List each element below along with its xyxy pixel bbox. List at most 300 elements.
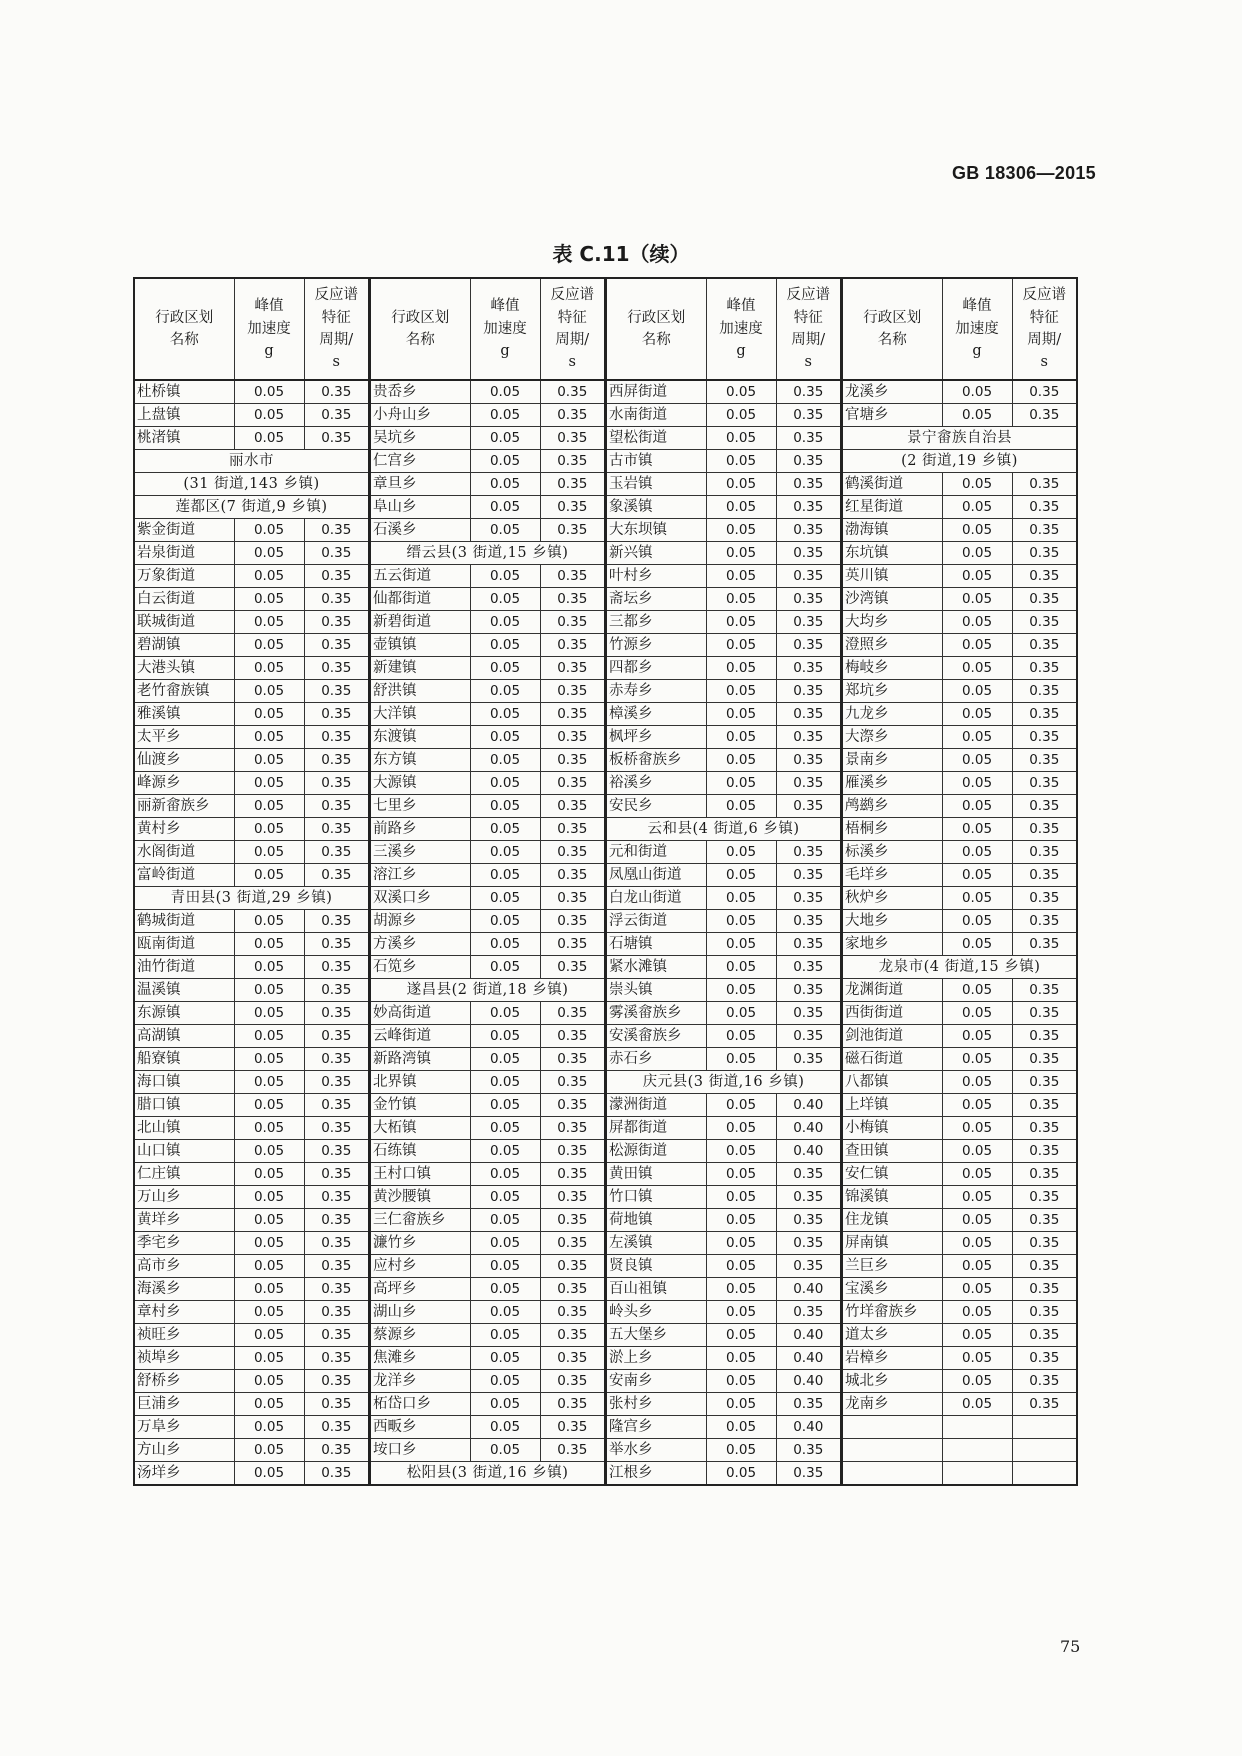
peak-acceleration: 0.05 bbox=[470, 1163, 540, 1186]
table-row bbox=[134, 565, 369, 588]
peak-acceleration: 0.05 bbox=[942, 1393, 1012, 1416]
peak-acceleration: 0.05 bbox=[942, 887, 1012, 910]
peak-acceleration: 0.05 bbox=[234, 772, 304, 795]
table-row bbox=[842, 1232, 1077, 1255]
division-name: 三溪乡 bbox=[370, 841, 470, 864]
characteristic-period: 0.40 bbox=[776, 1324, 841, 1347]
division-name: 海溪乡 bbox=[134, 1278, 234, 1301]
peak-acceleration: 0.05 bbox=[470, 519, 540, 542]
division-name: 祯埠乡 bbox=[134, 1347, 234, 1370]
characteristic-period: 0.35 bbox=[540, 380, 605, 404]
peak-acceleration: 0.05 bbox=[706, 380, 776, 404]
peak-acceleration: 0.05 bbox=[706, 427, 776, 450]
peak-acceleration: 0.05 bbox=[470, 749, 540, 772]
table-row bbox=[606, 772, 841, 795]
characteristic-period: 0.35 bbox=[304, 1416, 369, 1439]
characteristic-period: 0.35 bbox=[1012, 1048, 1077, 1071]
division-name: 剑池街道 bbox=[842, 1025, 942, 1048]
header-peak-acceleration: 峰值 加速度 g bbox=[470, 278, 540, 380]
characteristic-period: 0.35 bbox=[304, 1071, 369, 1094]
characteristic-period: 0.35 bbox=[540, 1393, 605, 1416]
peak-acceleration: 0.05 bbox=[706, 1324, 776, 1347]
characteristic-period: 0.35 bbox=[1012, 910, 1077, 933]
peak-acceleration: 0.05 bbox=[470, 1071, 540, 1094]
table-row bbox=[134, 680, 369, 703]
peak-acceleration: 0.05 bbox=[942, 1209, 1012, 1232]
division-name: 赤石乡 bbox=[606, 1048, 706, 1071]
table-row bbox=[842, 1324, 1077, 1347]
table-segment-4 bbox=[841, 277, 1078, 1486]
characteristic-period: 0.35 bbox=[540, 496, 605, 519]
division-name: 汤垟乡 bbox=[134, 1462, 234, 1486]
peak-acceleration: 0.05 bbox=[470, 680, 540, 703]
region-header-row bbox=[842, 427, 1077, 450]
table-row bbox=[370, 1048, 605, 1071]
table-row bbox=[370, 772, 605, 795]
division-name: 渤海镇 bbox=[842, 519, 942, 542]
division-name: 万象街道 bbox=[134, 565, 234, 588]
peak-acceleration: 0.05 bbox=[234, 657, 304, 680]
table-row bbox=[842, 703, 1077, 726]
peak-acceleration: 0.05 bbox=[470, 1002, 540, 1025]
peak-acceleration: 0.05 bbox=[234, 1094, 304, 1117]
peak-acceleration: 0.05 bbox=[234, 1163, 304, 1186]
header-division-name: 行政区划 名称 bbox=[134, 278, 234, 380]
division-name: 梧桐乡 bbox=[842, 818, 942, 841]
table-row bbox=[606, 1048, 841, 1071]
characteristic-period: 0.35 bbox=[776, 864, 841, 887]
table-row bbox=[606, 1255, 841, 1278]
division-name: 玉岩镇 bbox=[606, 473, 706, 496]
table-row bbox=[134, 1278, 369, 1301]
peak-acceleration: 0.05 bbox=[706, 519, 776, 542]
division-name: 石练镇 bbox=[370, 1140, 470, 1163]
peak-acceleration: 0.05 bbox=[706, 703, 776, 726]
peak-acceleration: 0.05 bbox=[234, 634, 304, 657]
table-row bbox=[606, 1347, 841, 1370]
characteristic-period: 0.35 bbox=[304, 1370, 369, 1393]
division-name: 叶村乡 bbox=[606, 565, 706, 588]
characteristic-period: 0.35 bbox=[304, 979, 369, 1002]
table-row bbox=[370, 1347, 605, 1370]
peak-acceleration: 0.05 bbox=[470, 1140, 540, 1163]
characteristic-period: 0.35 bbox=[1012, 1117, 1077, 1140]
table-row bbox=[606, 1416, 841, 1439]
characteristic-period: 0.35 bbox=[304, 1347, 369, 1370]
peak-acceleration: 0.05 bbox=[470, 1048, 540, 1071]
peak-acceleration: 0.05 bbox=[942, 542, 1012, 565]
table-row bbox=[842, 565, 1077, 588]
peak-acceleration: 0.05 bbox=[234, 1462, 304, 1486]
characteristic-period: 0.35 bbox=[540, 1301, 605, 1324]
table-row bbox=[370, 1232, 605, 1255]
characteristic-period: 0.35 bbox=[1012, 404, 1077, 427]
characteristic-period: 0.35 bbox=[304, 1232, 369, 1255]
table-row bbox=[606, 542, 841, 565]
characteristic-period: 0.35 bbox=[540, 795, 605, 818]
peak-acceleration: 0.05 bbox=[234, 1255, 304, 1278]
header-peak-acceleration: 峰值 加速度 g bbox=[234, 278, 304, 380]
division-name: 焦滩乡 bbox=[370, 1347, 470, 1370]
empty-row bbox=[842, 1462, 1077, 1486]
characteristic-period: 0.35 bbox=[540, 657, 605, 680]
table-row bbox=[370, 404, 605, 427]
peak-acceleration: 0.05 bbox=[942, 933, 1012, 956]
division-name: 龙洋乡 bbox=[370, 1370, 470, 1393]
characteristic-period: 0.35 bbox=[776, 404, 841, 427]
division-name: 杜桥镇 bbox=[134, 380, 234, 404]
characteristic-period: 0.35 bbox=[304, 933, 369, 956]
peak-acceleration: 0.05 bbox=[234, 380, 304, 404]
table-row bbox=[134, 1117, 369, 1140]
division-name: 兰巨乡 bbox=[842, 1255, 942, 1278]
table-row bbox=[842, 1140, 1077, 1163]
division-name: 鹤城街道 bbox=[134, 910, 234, 933]
peak-acceleration: 0.05 bbox=[470, 1186, 540, 1209]
peak-acceleration: 0.05 bbox=[706, 542, 776, 565]
empty-cell bbox=[1012, 1439, 1077, 1462]
division-name: 船寮镇 bbox=[134, 1048, 234, 1071]
characteristic-period: 0.35 bbox=[776, 1462, 841, 1486]
table-row bbox=[842, 726, 1077, 749]
characteristic-period: 0.35 bbox=[540, 1209, 605, 1232]
division-name: 七里乡 bbox=[370, 795, 470, 818]
peak-acceleration: 0.05 bbox=[234, 1209, 304, 1232]
peak-acceleration: 0.05 bbox=[470, 1025, 540, 1048]
table-row bbox=[370, 795, 605, 818]
division-name: 西屏街道 bbox=[606, 380, 706, 404]
division-name: 油竹街道 bbox=[134, 956, 234, 979]
division-name: 白龙山街道 bbox=[606, 887, 706, 910]
table-row bbox=[842, 979, 1077, 1002]
table-row bbox=[134, 1094, 369, 1117]
table-row bbox=[606, 1163, 841, 1186]
table-row bbox=[370, 818, 605, 841]
header-peak-acceleration: 峰值 加速度 g bbox=[942, 278, 1012, 380]
division-name: 三都乡 bbox=[606, 611, 706, 634]
characteristic-period: 0.35 bbox=[1012, 1324, 1077, 1347]
table-row bbox=[606, 496, 841, 519]
peak-acceleration: 0.05 bbox=[942, 818, 1012, 841]
division-name: 鸬鹚乡 bbox=[842, 795, 942, 818]
peak-acceleration: 0.05 bbox=[234, 1071, 304, 1094]
characteristic-period: 0.35 bbox=[540, 1071, 605, 1094]
division-name: 应村乡 bbox=[370, 1255, 470, 1278]
division-name: 百山祖镇 bbox=[606, 1278, 706, 1301]
characteristic-period: 0.35 bbox=[1012, 1209, 1077, 1232]
division-name: 九龙乡 bbox=[842, 703, 942, 726]
division-name: 仙都街道 bbox=[370, 588, 470, 611]
division-name: 毛垟乡 bbox=[842, 864, 942, 887]
peak-acceleration: 0.05 bbox=[470, 1117, 540, 1140]
division-name: 大港头镇 bbox=[134, 657, 234, 680]
peak-acceleration: 0.05 bbox=[942, 1002, 1012, 1025]
division-name: 新兴镇 bbox=[606, 542, 706, 565]
table-row bbox=[134, 1347, 369, 1370]
peak-acceleration: 0.05 bbox=[234, 1370, 304, 1393]
region-header-row bbox=[370, 1462, 605, 1486]
table-row bbox=[370, 1071, 605, 1094]
table-segment-2 bbox=[369, 277, 606, 1486]
division-name: 高市乡 bbox=[134, 1255, 234, 1278]
table-segment-1 bbox=[133, 277, 370, 1486]
peak-acceleration: 0.05 bbox=[942, 1140, 1012, 1163]
table-row bbox=[370, 1393, 605, 1416]
characteristic-period: 0.35 bbox=[540, 611, 605, 634]
division-name: 云峰街道 bbox=[370, 1025, 470, 1048]
division-name: 小舟山乡 bbox=[370, 404, 470, 427]
header-row bbox=[370, 278, 605, 380]
table-row bbox=[370, 1301, 605, 1324]
characteristic-period: 0.35 bbox=[1012, 887, 1077, 910]
peak-acceleration: 0.05 bbox=[234, 1048, 304, 1071]
division-name: 腊口镇 bbox=[134, 1094, 234, 1117]
peak-acceleration: 0.05 bbox=[470, 795, 540, 818]
peak-acceleration: 0.05 bbox=[942, 519, 1012, 542]
characteristic-period: 0.35 bbox=[304, 657, 369, 680]
characteristic-period: 0.35 bbox=[1012, 1255, 1077, 1278]
characteristic-period: 0.35 bbox=[540, 565, 605, 588]
characteristic-period: 0.35 bbox=[540, 1094, 605, 1117]
characteristic-period: 0.35 bbox=[304, 1048, 369, 1071]
characteristic-period: 0.35 bbox=[304, 1209, 369, 1232]
peak-acceleration: 0.05 bbox=[470, 818, 540, 841]
table-row bbox=[842, 818, 1077, 841]
table-row bbox=[134, 1393, 369, 1416]
table-row bbox=[842, 910, 1077, 933]
table-row bbox=[842, 611, 1077, 634]
table-row bbox=[134, 910, 369, 933]
division-name: 湖山乡 bbox=[370, 1301, 470, 1324]
empty-cell bbox=[842, 1439, 942, 1462]
characteristic-period: 0.35 bbox=[776, 703, 841, 726]
empty-row bbox=[842, 1439, 1077, 1462]
division-name: 大东坝镇 bbox=[606, 519, 706, 542]
characteristic-period: 0.35 bbox=[776, 1025, 841, 1048]
peak-acceleration: 0.05 bbox=[234, 841, 304, 864]
peak-acceleration: 0.05 bbox=[942, 795, 1012, 818]
division-name: 西畈乡 bbox=[370, 1416, 470, 1439]
peak-acceleration: 0.05 bbox=[942, 1255, 1012, 1278]
table-row bbox=[606, 1186, 841, 1209]
division-name: 方溪乡 bbox=[370, 933, 470, 956]
region-header-row bbox=[134, 473, 369, 496]
division-name: 望松街道 bbox=[606, 427, 706, 450]
seismic-parameter-table bbox=[133, 277, 1078, 1486]
division-name: 方山乡 bbox=[134, 1439, 234, 1462]
division-name: 左溪镇 bbox=[606, 1232, 706, 1255]
page-number: 75 bbox=[1060, 1637, 1081, 1656]
table-row bbox=[606, 1462, 841, 1486]
division-name: 雾溪畲族乡 bbox=[606, 1002, 706, 1025]
characteristic-period: 0.35 bbox=[776, 772, 841, 795]
characteristic-period: 0.35 bbox=[1012, 1301, 1077, 1324]
table-row bbox=[606, 473, 841, 496]
peak-acceleration: 0.05 bbox=[942, 680, 1012, 703]
table-row bbox=[842, 795, 1077, 818]
table-row bbox=[370, 427, 605, 450]
table-row bbox=[134, 1462, 369, 1486]
division-name: 崇头镇 bbox=[606, 979, 706, 1002]
peak-acceleration: 0.05 bbox=[470, 473, 540, 496]
peak-acceleration: 0.05 bbox=[706, 1209, 776, 1232]
division-name: 东坑镇 bbox=[842, 542, 942, 565]
characteristic-period: 0.35 bbox=[304, 404, 369, 427]
peak-acceleration: 0.05 bbox=[942, 473, 1012, 496]
peak-acceleration: 0.05 bbox=[706, 887, 776, 910]
peak-acceleration: 0.05 bbox=[234, 749, 304, 772]
division-name: 吴坑乡 bbox=[370, 427, 470, 450]
peak-acceleration: 0.05 bbox=[470, 404, 540, 427]
peak-acceleration: 0.05 bbox=[470, 496, 540, 519]
division-name: 濂竹乡 bbox=[370, 1232, 470, 1255]
peak-acceleration: 0.05 bbox=[234, 1186, 304, 1209]
characteristic-period: 0.35 bbox=[776, 910, 841, 933]
division-name: 柘岱口乡 bbox=[370, 1393, 470, 1416]
division-name: 新碧街道 bbox=[370, 611, 470, 634]
division-name: 裕溪乡 bbox=[606, 772, 706, 795]
division-name: 舒桥乡 bbox=[134, 1370, 234, 1393]
division-name: 上垟镇 bbox=[842, 1094, 942, 1117]
peak-acceleration: 0.05 bbox=[942, 496, 1012, 519]
division-name: 标溪乡 bbox=[842, 841, 942, 864]
peak-acceleration: 0.05 bbox=[234, 611, 304, 634]
peak-acceleration: 0.05 bbox=[470, 841, 540, 864]
table-row bbox=[842, 588, 1077, 611]
division-name: 雁溪乡 bbox=[842, 772, 942, 795]
division-name: 金竹镇 bbox=[370, 1094, 470, 1117]
division-name: 瓯南街道 bbox=[134, 933, 234, 956]
table-row bbox=[606, 703, 841, 726]
division-name: 峰源乡 bbox=[134, 772, 234, 795]
peak-acceleration: 0.05 bbox=[942, 1048, 1012, 1071]
division-name: 濛洲街道 bbox=[606, 1094, 706, 1117]
division-name: 仙渡乡 bbox=[134, 749, 234, 772]
table-row bbox=[134, 588, 369, 611]
peak-acceleration: 0.05 bbox=[706, 1393, 776, 1416]
peak-acceleration: 0.05 bbox=[706, 588, 776, 611]
table-row bbox=[370, 519, 605, 542]
table-row bbox=[842, 1301, 1077, 1324]
peak-acceleration: 0.05 bbox=[234, 1439, 304, 1462]
table-row bbox=[842, 1025, 1077, 1048]
characteristic-period: 0.35 bbox=[1012, 864, 1077, 887]
peak-acceleration: 0.05 bbox=[942, 1278, 1012, 1301]
division-name: 石溪乡 bbox=[370, 519, 470, 542]
table-row bbox=[370, 1255, 605, 1278]
peak-acceleration: 0.05 bbox=[706, 1347, 776, 1370]
region-header: 遂昌县(2 街道,18 乡镇) bbox=[370, 979, 605, 1002]
characteristic-period: 0.35 bbox=[540, 749, 605, 772]
region-header-row bbox=[370, 979, 605, 1002]
table-row bbox=[134, 657, 369, 680]
division-name: 新建镇 bbox=[370, 657, 470, 680]
peak-acceleration: 0.05 bbox=[942, 864, 1012, 887]
characteristic-period: 0.35 bbox=[776, 427, 841, 450]
characteristic-period: 0.35 bbox=[540, 1370, 605, 1393]
table-row bbox=[606, 956, 841, 979]
table-row bbox=[606, 427, 841, 450]
peak-acceleration: 0.05 bbox=[470, 772, 540, 795]
division-name: 五云街道 bbox=[370, 565, 470, 588]
characteristic-period: 0.35 bbox=[304, 841, 369, 864]
division-name: 梅岐乡 bbox=[842, 657, 942, 680]
division-name: 宝溪乡 bbox=[842, 1278, 942, 1301]
peak-acceleration: 0.05 bbox=[234, 726, 304, 749]
table-row bbox=[134, 772, 369, 795]
division-name: 高坪乡 bbox=[370, 1278, 470, 1301]
characteristic-period: 0.35 bbox=[304, 956, 369, 979]
peak-acceleration: 0.05 bbox=[942, 1370, 1012, 1393]
peak-acceleration: 0.05 bbox=[234, 588, 304, 611]
division-name: 季宅乡 bbox=[134, 1232, 234, 1255]
table-row bbox=[134, 818, 369, 841]
peak-acceleration: 0.05 bbox=[234, 1416, 304, 1439]
characteristic-period: 0.35 bbox=[1012, 380, 1077, 404]
division-name: 磁石街道 bbox=[842, 1048, 942, 1071]
table-row bbox=[606, 1094, 841, 1117]
region-header: 龙泉市(4 街道,15 乡镇) bbox=[842, 956, 1077, 979]
characteristic-period: 0.35 bbox=[776, 1186, 841, 1209]
table-row bbox=[134, 956, 369, 979]
division-name: 大柘镇 bbox=[370, 1117, 470, 1140]
division-name: 英川镇 bbox=[842, 565, 942, 588]
table-row bbox=[134, 1025, 369, 1048]
region-header: 莲都区(7 街道,9 乡镇) bbox=[134, 496, 369, 519]
table-segment-3 bbox=[605, 277, 842, 1486]
peak-acceleration: 0.05 bbox=[234, 1117, 304, 1140]
region-header: 松阳县(3 街道,16 乡镇) bbox=[370, 1462, 605, 1486]
peak-acceleration: 0.05 bbox=[706, 1163, 776, 1186]
characteristic-period: 0.35 bbox=[304, 703, 369, 726]
characteristic-period: 0.35 bbox=[540, 1186, 605, 1209]
division-name: 黄垟乡 bbox=[134, 1209, 234, 1232]
characteristic-period: 0.35 bbox=[540, 473, 605, 496]
peak-acceleration: 0.05 bbox=[470, 1370, 540, 1393]
characteristic-period: 0.35 bbox=[776, 1163, 841, 1186]
division-name: 东方镇 bbox=[370, 749, 470, 772]
table-row bbox=[606, 795, 841, 818]
peak-acceleration: 0.05 bbox=[942, 749, 1012, 772]
peak-acceleration: 0.05 bbox=[942, 703, 1012, 726]
region-header: 缙云县(3 街道,15 乡镇) bbox=[370, 542, 605, 565]
peak-acceleration: 0.05 bbox=[706, 565, 776, 588]
division-name: 板桥畲族乡 bbox=[606, 749, 706, 772]
table-row bbox=[842, 1186, 1077, 1209]
division-name: 澄照乡 bbox=[842, 634, 942, 657]
peak-acceleration: 0.05 bbox=[706, 1094, 776, 1117]
characteristic-period: 0.35 bbox=[540, 1439, 605, 1462]
table-row bbox=[842, 519, 1077, 542]
division-name: 松源街道 bbox=[606, 1140, 706, 1163]
table-row bbox=[606, 680, 841, 703]
peak-acceleration: 0.05 bbox=[706, 1117, 776, 1140]
characteristic-period: 0.35 bbox=[776, 611, 841, 634]
characteristic-period: 0.40 bbox=[776, 1347, 841, 1370]
characteristic-period: 0.35 bbox=[1012, 933, 1077, 956]
division-name: 龙渊街道 bbox=[842, 979, 942, 1002]
peak-acceleration: 0.05 bbox=[470, 1094, 540, 1117]
characteristic-period: 0.35 bbox=[540, 1163, 605, 1186]
division-name: 高湖镇 bbox=[134, 1025, 234, 1048]
characteristic-period: 0.35 bbox=[776, 473, 841, 496]
table-row bbox=[842, 1048, 1077, 1071]
characteristic-period: 0.35 bbox=[304, 680, 369, 703]
peak-acceleration: 0.05 bbox=[942, 565, 1012, 588]
division-name: 岭头乡 bbox=[606, 1301, 706, 1324]
characteristic-period: 0.35 bbox=[304, 1278, 369, 1301]
characteristic-period: 0.35 bbox=[304, 611, 369, 634]
